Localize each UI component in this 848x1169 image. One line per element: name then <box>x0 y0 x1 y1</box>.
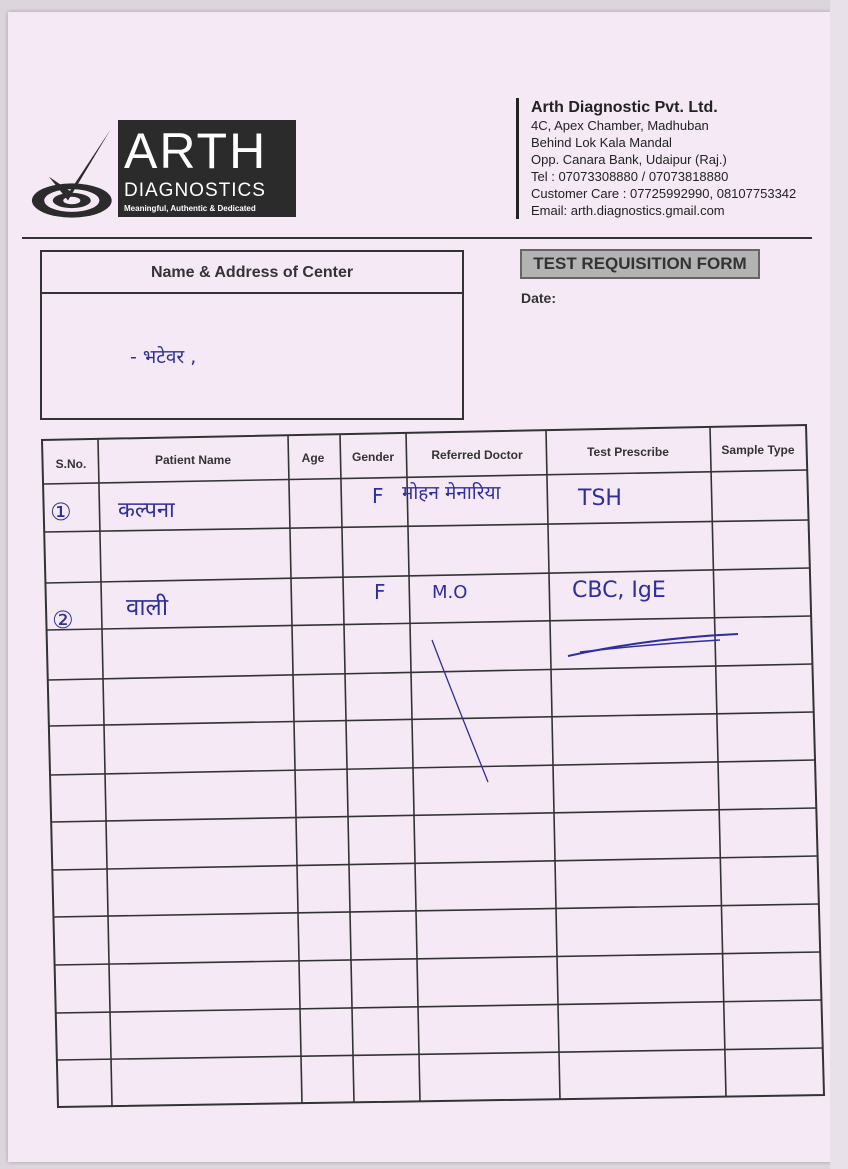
row1-doctor: मोहन मेनारिया <box>402 482 501 504</box>
form-title: TEST REQUISITION FORM <box>520 249 760 279</box>
table-row-line <box>57 1048 823 1060</box>
phone-line: Tel : 07073308880 / 07073818880 <box>531 169 729 184</box>
header-patient-name: Patient Name <box>154 453 232 467</box>
table-row-line <box>53 904 818 917</box>
logo-brand: ARTH <box>124 123 268 179</box>
header-sample-type: Sample Type <box>721 443 795 457</box>
table-row-line <box>55 952 821 965</box>
date-label: Date: <box>521 290 557 306</box>
customer-care-line: Customer Care : 07725992990, 08107753342 <box>531 186 797 201</box>
logo-subtitle: DIAGNOSTICS <box>124 180 266 201</box>
header-sno: S.No. <box>55 457 87 471</box>
row2-doctor: M.O <box>432 582 468 603</box>
table-row-line <box>50 760 815 775</box>
table-row-line <box>45 568 809 583</box>
row1-sno: ① <box>50 498 72 526</box>
address-line: 4C, Apex Chamber, Madhuban <box>531 118 709 133</box>
header-age: Age <box>301 451 325 465</box>
row1-gender: F <box>372 484 384 508</box>
row1-patient-name: कल्पना <box>118 498 175 523</box>
header-gender: Gender <box>351 450 394 464</box>
company-name: Arth Diagnostic Pvt. Ltd. <box>531 99 718 116</box>
table-row-line <box>51 808 816 822</box>
row2-gender: F <box>374 580 386 604</box>
header-referred-doctor: Referred Doctor <box>431 448 523 462</box>
center-handwritten-value: - भटेवर , <box>130 346 197 368</box>
row2-test: CBC, IgE <box>572 578 666 603</box>
header-test-prescribe: Test Prescribe <box>587 445 669 459</box>
row1-test: TSH <box>578 486 622 511</box>
table-row-line <box>48 664 813 680</box>
table-row-line <box>52 856 817 870</box>
logo-tagline: Meaningful, Authentic & Dedicated <box>124 204 256 213</box>
table-column-line <box>98 439 112 1106</box>
email-line: Email: arth.diagnostics.gmail.com <box>531 203 725 218</box>
row2-patient-name: वाली <box>126 593 169 621</box>
address-line: Behind Lok Kala Mandal <box>531 135 672 150</box>
center-heading: Name & Address of Center <box>42 252 462 294</box>
row2-sno: ② <box>52 606 74 634</box>
table-row-line <box>56 1000 822 1013</box>
table-row-line <box>49 712 814 726</box>
address-line: Opp. Canara Bank, Udaipur (Raj.) <box>531 152 727 167</box>
